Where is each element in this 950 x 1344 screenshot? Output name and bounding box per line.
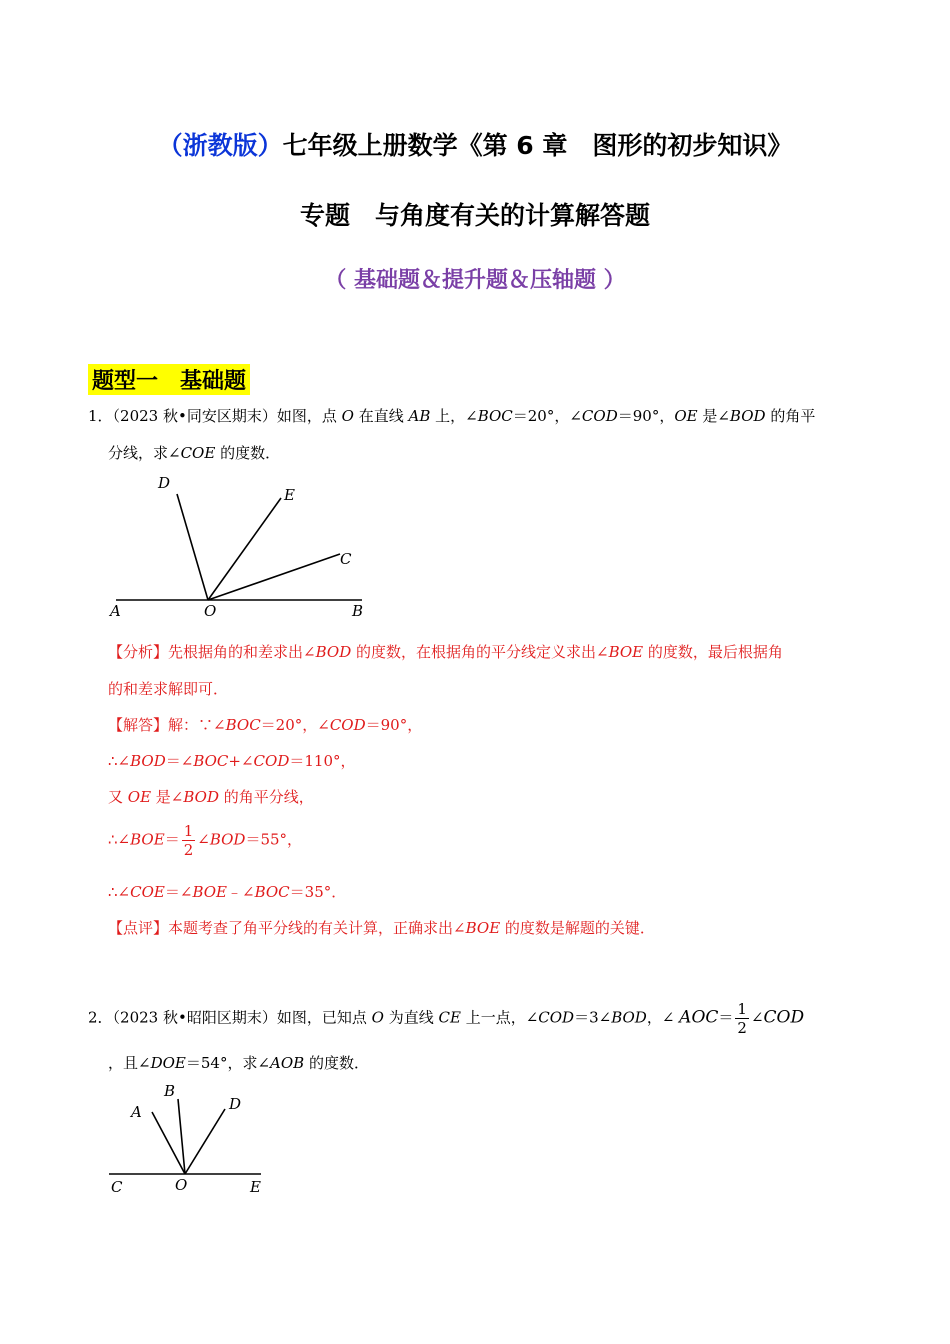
ray-oe [208, 498, 281, 600]
document-title [0, 126, 950, 162]
label-e: E [284, 486, 295, 504]
ray-oc [208, 554, 340, 600]
q2-stem-line1: 2．（2023 秋•昭阳区期末）如图，已知点 O 为直线 CE 上一点，∠COD＝3∠BOD，∠ AOC＝ $\frac{1}{2}$ ∠COD [88, 1000, 805, 1037]
q1-solution-line4: ∴∠BOE＝ $\frac{1}{2}$ ∠BOD＝55°， [108, 822, 303, 859]
q2-stem-line2: ，且∠DOE＝54°，求∠AOB 的度数． [108, 1054, 369, 1072]
q1-analysis-line2: 的和差求解即可． [108, 680, 229, 698]
q1-source: （2023 秋•同安区期末） [112, 407, 277, 425]
q1-analysis-line1: 【分析】先根据角的和差求出∠BOD 的度数，在根据角的平分线定义求出∠BOE 的度数，最后根据角 [108, 643, 783, 661]
ray-od [185, 1109, 225, 1174]
label-e: E [250, 1178, 261, 1196]
edition-label: （浙教版） [157, 131, 283, 160]
label-c: C [340, 550, 352, 568]
q1-comment: 【点评】本题考查了角平分线的有关计算，正确求出∠BOE 的度数是解题的关键． [108, 919, 655, 937]
fraction-one-half: $\frac{1}{2}$ [183, 822, 194, 859]
q1-stem-line1: 1．（2023 秋•同安区期末）如图，点 O 在直线 AB 上，∠BOC＝20°，∠COD＝90°，OE 是∠BOD 的角平 [88, 407, 816, 425]
label-d: D [158, 474, 171, 492]
section-heading: 题型一 基础题 [88, 364, 250, 395]
comment-tag: 【点评】 [108, 919, 169, 937]
q1-solution-line2: ∴∠BOD＝∠BOC+∠COD＝110°， [108, 752, 356, 770]
q1-solution-line3: 又 OE 是∠BOD 的角平分线， [108, 788, 314, 806]
ray-od [177, 494, 208, 600]
solution-tag: 【解答】 [108, 716, 169, 734]
analysis-tag: 【分析】 [108, 643, 169, 661]
q1-solution-line1: 【解答】解：∵∠BOC＝20°，∠COD＝90°， [108, 716, 423, 734]
q1-solution-line5: ∴∠COE＝∠BOE﹣∠BOC＝35°． [108, 883, 347, 901]
q1-stem-line2: 分线，求∠COE 的度数． [108, 444, 281, 462]
topic-title: 专题 与角度有关的计算解答题 [299, 201, 650, 230]
label-a: A [131, 1103, 142, 1121]
course-title: 七年级上册数学《第 6 章 图形的初步知识》 [282, 131, 793, 160]
label-a: A [110, 602, 121, 620]
label-o: O [175, 1176, 188, 1194]
label-c: C [111, 1178, 123, 1196]
fraction-one-half: $\frac{1}{2}$ [737, 1000, 747, 1037]
q1-figure [100, 470, 380, 625]
label-o: O [204, 602, 217, 620]
q2-source: （2023 秋•昭阳区期末） [112, 1008, 277, 1027]
label-b: B [352, 602, 364, 620]
label-b: B [164, 1082, 176, 1100]
difficulty-levels: （ 基础题＆提升题＆压轴题 ） [324, 268, 626, 293]
label-d: D [229, 1095, 242, 1113]
q2-figure [100, 1075, 280, 1200]
